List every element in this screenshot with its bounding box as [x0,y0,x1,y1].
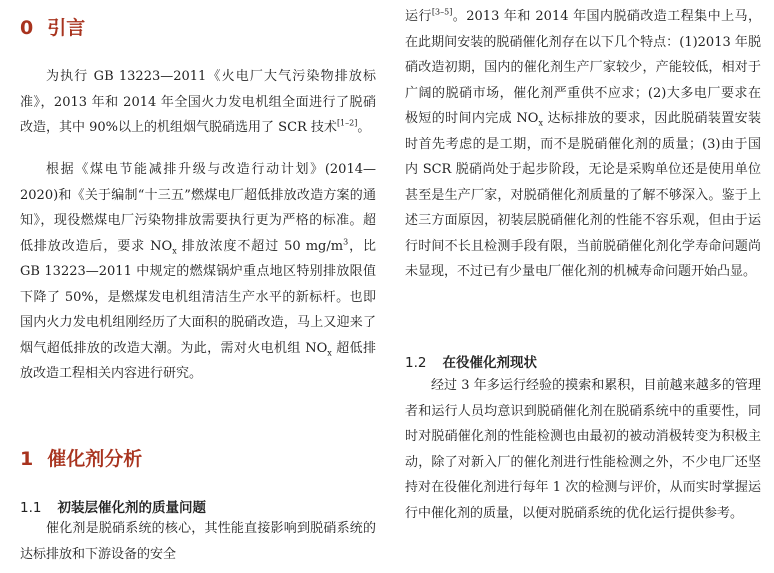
paragraph-3 [20,516,376,567]
subsection-number: 1.1 [20,500,42,516]
paragraph-text: 催化剂是脱硝系统的核心，其性能直接影响到脱硝系统的达标排放和下游设备的安全 [20,521,376,562]
section-title: 催化剂分析 [47,448,143,470]
section-title: 引言 [47,17,86,39]
paragraph-text: 排放浓度不超过 50 mg/m [176,238,344,254]
citation: [1–2] [336,118,358,128]
paragraph-text: 运行 [405,9,432,24]
citation: [3–5] [431,7,453,17]
section-heading-intro [20,13,85,43]
paragraph-text: ，比 GB 13223—2011 中规定的燃煤锅炉重点地区特别排放限值下降了 50%，是燃煤发电机组清洁生产水平的新标杆。也即国内火力发电机组刚经历了大面积的脱硝改造，马上又迎来了烟气超低排放的改造大潮。为此，需对火电机组 NO [20,238,376,356]
paragraph-text: 。 [357,120,371,135]
paragraph-text: 超低排放改造工程相关内容进行研究。 [20,340,376,381]
subsection-title: 在役催化剂现状 [442,355,537,371]
paragraph-text: 达标排放的要求，因此脱硝装置安装时首先考虑的是工期，而不是脱硝催化剂的质量；(3)由于国内 SCR 脱硝尚处于起步阶段，无论是采购单位还是使用单位甚至是生产厂家，对脱硝催化剂质量的了解不够深入。鉴于上述三方面原因，初装层脱硝催化剂的性能不容乐观，但由于运行时间不长且检测手段有限，当前脱硝催化剂化学寿命问题尚未显现，不过已有少量电厂催化剂的机械寿命问题开始凸显。 [405,111,761,279]
paragraph-text: 。2013 年和 2014 年国内脱硝改造工程集中上马，在此期间安装的脱硝催化剂存在以下几个特点：(1)2013 年脱硝改造初期，国内的催化剂生产厂家较少，产能较低，相对于广阔的脱硝市场，催化剂严重供不应求；(2)大多电厂要求在极短的时间内完成 NO [405,9,761,126]
subsection-title: 初装层催化剂的质量问题 [57,500,206,516]
paragraph-4 [405,4,761,285]
subscript: x [172,246,177,256]
superscript: 3 [343,237,349,247]
paragraph-text: 根据《煤电节能减排升级与改造行动计划》(2014—2020)和《关于编制“十三五”燃煤电厂超低排放改造方案的通知》，现役燃煤电厂污染物排放需要执行更为严格的标准。超低排放改造后，要求 NO [20,162,376,254]
subscript: x [538,118,543,128]
section-number: 0 [20,17,34,39]
paragraph-2 [20,157,376,387]
paragraph-1 [20,64,376,141]
paragraph-5 [405,373,761,526]
section-number: 1 [20,448,34,470]
subsection-heading-inservice [405,351,537,375]
subsection-number: 1.2 [405,355,427,371]
paragraph-text: 经过 3 年多运行经验的摸索和累积，目前越来越多的管理者和运行人员均意识到脱硝催化剂在脱硝系统中的重要性，同时对脱硝催化剂的性能检测也由最初的被动消极转变为积极主动，除了对新入厂的催化剂进行性能检测之外，不少电厂还坚持对在役催化剂进行每年 1 次的检测与评价，从而实时掌握运行中催化剂的质量，以便对脱硝系统的优化运行提供参考。 [405,378,761,521]
subscript: x [327,348,332,358]
section-heading-catalyst [20,444,142,474]
paragraph-text: 为执行 GB 13223—2011《火电厂大气污染物排放标准》，2013 年和 2014 年全国火力发电机组全面进行了脱硝改造，其中 90%以上的机组烟气脱硝选用了 SCR 技术 [20,69,376,135]
